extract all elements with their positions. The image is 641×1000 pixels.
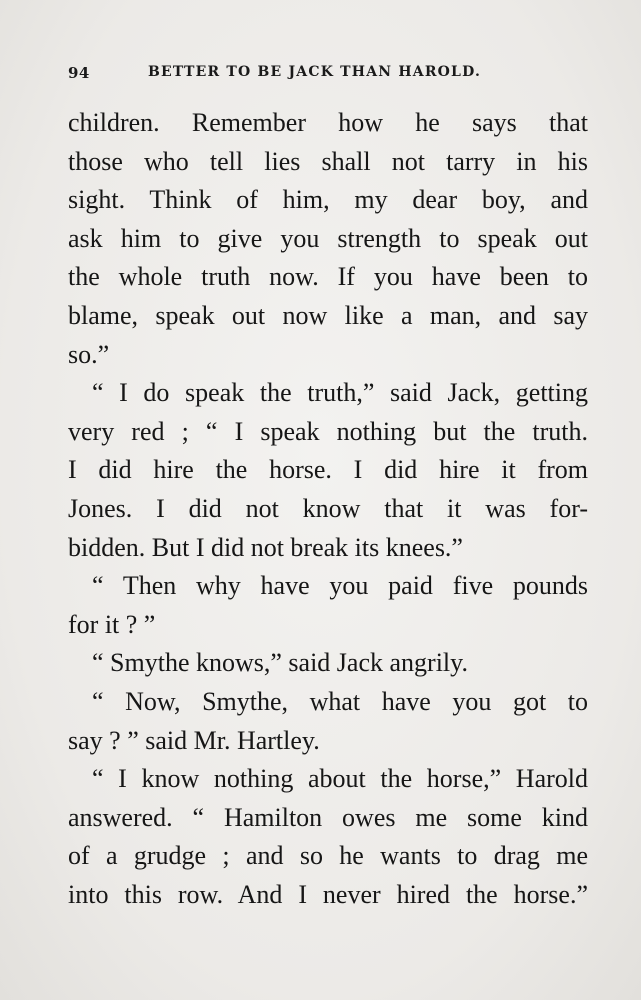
body-text — [68, 104, 588, 914]
text-line: “ Smythe knows,” said Jack angrily. — [92, 648, 468, 678]
text-line: those who tell lies shall not tarry in his — [68, 146, 588, 176]
text-line: children. Remember how he says that — [68, 108, 588, 137]
text-line: I did hire the horse. I did hire it from — [68, 455, 588, 485]
text-line: of a grudge ; and so he wants to drag me — [68, 841, 588, 871]
text-line: “ I do speak the truth,” said Jack, getting — [92, 378, 588, 408]
running-head: BETTER TO BE JACK THAN HAROLD. — [148, 64, 482, 80]
text-line: so.” — [68, 339, 110, 369]
text-line: say ? ” said Mr. Hartley. — [68, 725, 320, 755]
page-header — [68, 64, 588, 86]
text-line: blame, speak out now like a man, and say — [68, 300, 588, 330]
text-line: for it ? ” — [68, 609, 156, 639]
text-line: “ Then why have you paid five pounds — [92, 571, 588, 601]
text-line: the whole truth now. If you have been to — [68, 262, 588, 292]
text-line: bidden. But I did not break its knees.” — [68, 532, 463, 562]
text-line: sight. Think of him, my dear boy, and — [68, 185, 588, 215]
text-line: Jones. I did not know that it was for- — [68, 493, 588, 523]
text-line: into this row. And I never hired the horse.” — [68, 879, 588, 909]
text-line: “ I know nothing about the horse,” Harold — [92, 764, 588, 794]
text-line: answered. “ Hamilton owes me some kind — [68, 802, 588, 832]
text-line: “ Now, Smythe, what have you got to — [92, 686, 588, 716]
page-number: 94 — [68, 64, 90, 82]
text-line: ask him to give you strength to speak out — [68, 223, 588, 253]
text-line: very red ; “ I speak nothing but the truth. — [68, 416, 588, 446]
